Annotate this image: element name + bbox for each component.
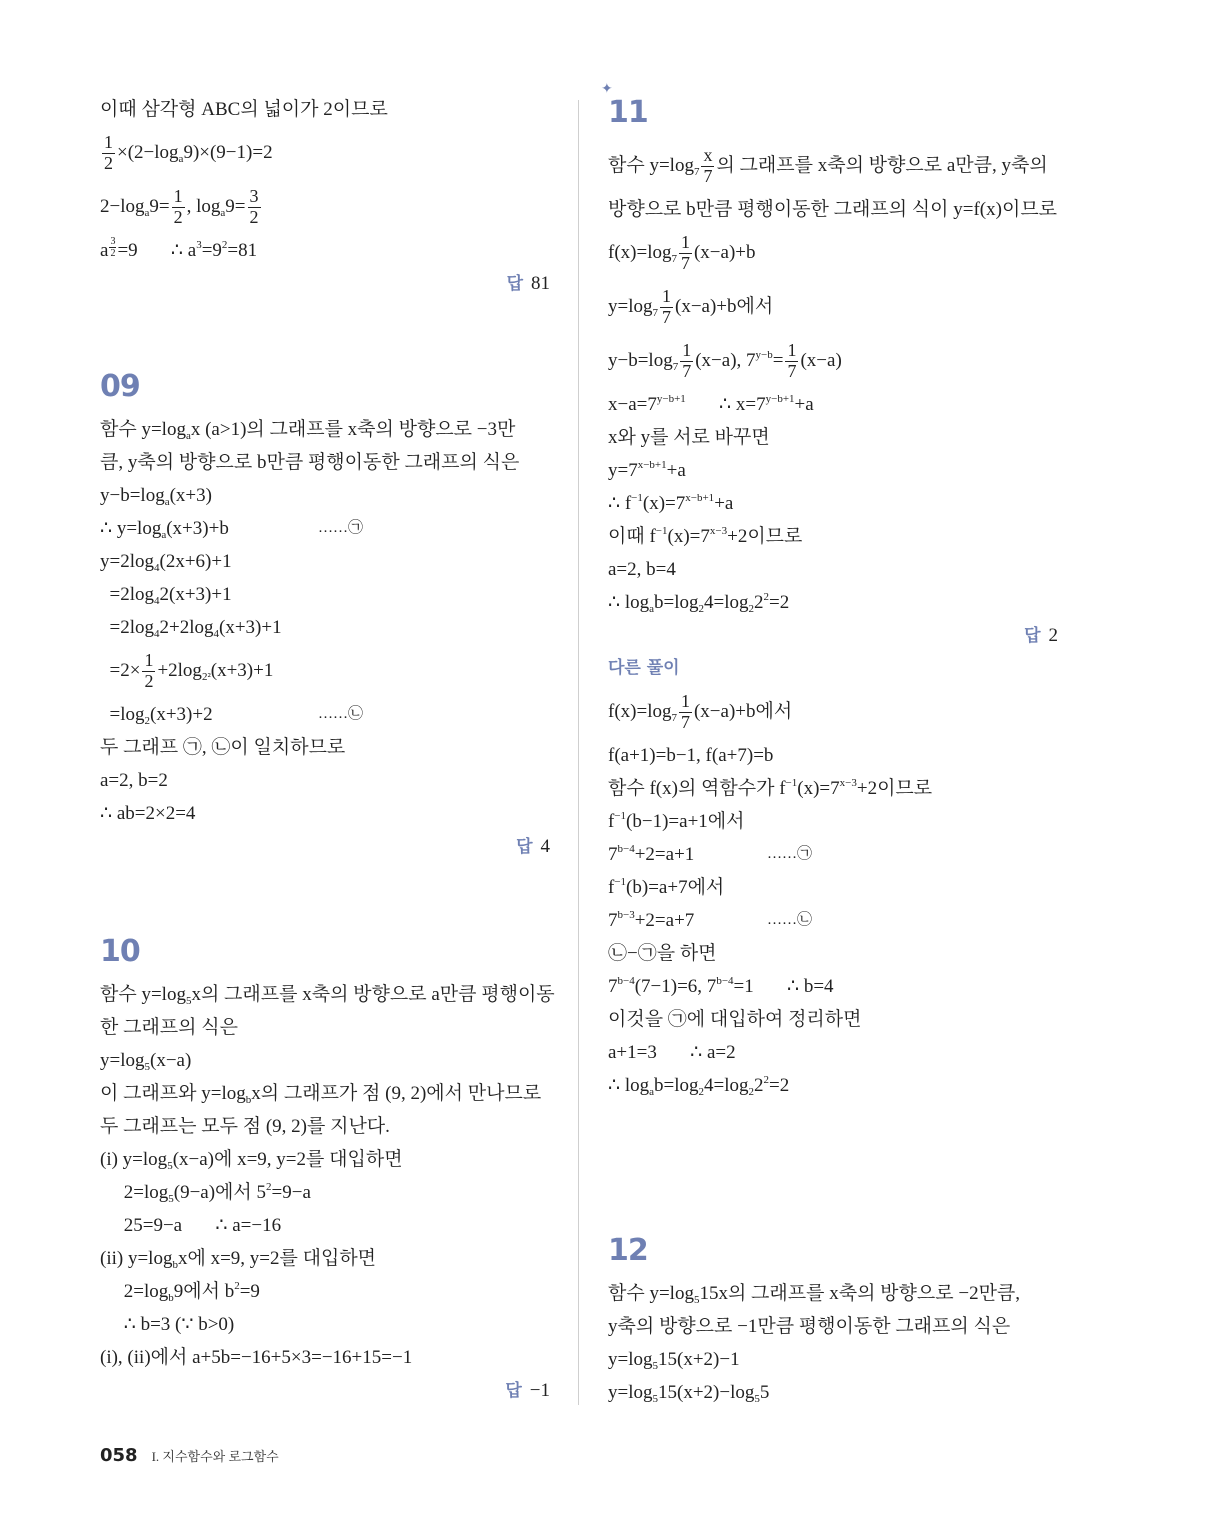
math-text: (x)=7 [667, 526, 710, 547]
subscript: 4 [154, 595, 160, 607]
solution-line [100, 1209, 560, 1242]
solution-line [608, 280, 1068, 334]
solution-line [100, 578, 560, 611]
math-text: x (a>1)의 그래프를 x축의 방향으로 −3만 [190, 419, 516, 440]
answer-value: 4 [540, 836, 550, 857]
chapter-title: I. 지수함수와 로그함수 [151, 1449, 279, 1464]
solution-line [608, 1343, 1068, 1376]
superscript: y−b [755, 349, 773, 361]
math-text: (x+3)+1 [219, 617, 282, 638]
solution-line [100, 446, 560, 479]
solution-line [608, 586, 1068, 619]
math-text: x의 그래프가 점 (9, 2)에서 만나므로 [251, 1083, 542, 1104]
math-text: f(a+1)=b−1, f(a+7)=b [608, 745, 774, 766]
superscript: x−3 [709, 525, 728, 537]
math-text: 9에서 b [173, 1281, 235, 1302]
fraction-denominator: 2 [104, 153, 113, 174]
math-text: (x−a) [800, 350, 842, 371]
subscript: 2 [698, 1086, 705, 1098]
math-text: 15x의 그래프를 x축의 방향으로 −2만큼, [699, 1283, 1021, 1304]
superscript: −1 [655, 525, 668, 537]
solution-line [100, 180, 560, 234]
subscript: a [144, 207, 150, 219]
subscript: 5 [652, 1360, 658, 1372]
superscript: 2 [234, 1280, 240, 1292]
subscript: 7 [652, 307, 658, 319]
subscript: 2 [748, 1086, 755, 1098]
solution-line [608, 1003, 1068, 1036]
math-text: 이 그래프와 y=log [100, 1083, 246, 1104]
fraction [785, 341, 798, 382]
fraction-denominator: 2 [110, 248, 116, 259]
subscript: a [164, 496, 170, 508]
math-text: =9 [239, 1281, 260, 1302]
subscript: a [220, 207, 226, 219]
math-text: +a [794, 394, 814, 415]
solution-line [100, 1308, 560, 1341]
math-text: x에 x=9, y=2를 대입하면 [177, 1248, 377, 1269]
equation-marker: ……㉠ [318, 520, 364, 536]
solution-line [100, 234, 560, 267]
fraction-denominator: 7 [680, 253, 690, 274]
math-text: ∴ f [608, 493, 632, 514]
math-text: 방향으로 b만큼 평행이동한 그래프의 식이 y=f(x)이므로 [608, 199, 1058, 220]
problem-12 [608, 1224, 1068, 1409]
solution-line [608, 139, 1068, 193]
solution-line [608, 454, 1068, 487]
math-text: 함수 y=log [608, 155, 694, 176]
fraction [172, 187, 185, 228]
math-text: ㉡−㉠을 하면 [608, 943, 717, 964]
subscript: 2 [698, 603, 705, 615]
math-text: ∴ y=log [100, 518, 162, 539]
math-text: 15(x+2)−log [658, 1382, 755, 1403]
subscript: b [168, 1292, 174, 1304]
math-text: (x−a), 7 [695, 350, 756, 371]
answer-line [100, 267, 550, 300]
problem-number: 11 [608, 95, 648, 130]
intro-solution [100, 93, 560, 300]
answer-label: 답 [1024, 626, 1041, 646]
math-text: (i), (ii)에서 a+5b=−16+5×3=−16+15=−1 [100, 1347, 413, 1368]
math-text: +2=a+7 [634, 910, 695, 931]
math-text: =9 ∴ a [117, 240, 197, 261]
solution-line [100, 1110, 560, 1143]
subscript: 4 [154, 562, 160, 574]
subscript: 2 [748, 603, 755, 615]
math-text: , log [186, 196, 221, 217]
solution-line [100, 126, 560, 180]
math-text: 7 [608, 976, 618, 997]
subscript: 2² [201, 671, 211, 683]
math-text: ∴ log [608, 592, 650, 613]
equation-marker: ……㉠ [767, 846, 813, 862]
math-text: b=log [654, 592, 699, 613]
solution-line [608, 772, 1068, 805]
math-text: (9−a)에서 5 [173, 1182, 267, 1203]
math-text: y=log [608, 296, 653, 317]
math-text: y=log [608, 1349, 653, 1370]
solution-line [608, 838, 1068, 871]
math-text: a [100, 240, 109, 261]
math-text: 이것을 ㉠에 대입하여 정리하면 [608, 1009, 862, 1030]
math-text: (x)=7 [642, 493, 686, 514]
superscript: b−4 [617, 975, 635, 987]
solution-line [100, 479, 560, 512]
solution-line [100, 1341, 560, 1374]
fraction-denominator: 7 [680, 712, 690, 733]
answer-label: 답 [506, 274, 523, 294]
superscript: b−3 [617, 909, 635, 921]
solution-line [100, 512, 560, 545]
math-text: 함수 y=log [100, 984, 186, 1005]
math-text: 5 [759, 1382, 770, 1403]
math-text: 의 그래프를 x축의 방향으로 a만큼, y축의 [716, 155, 1048, 176]
math-text: 함수 y=log [608, 1283, 694, 1304]
subscript: 4 [154, 628, 160, 640]
math-text: x와 y를 서로 바꾸면 [608, 427, 770, 448]
fraction [142, 651, 155, 692]
solution-line [100, 698, 560, 731]
fraction-numerator: 1 [680, 691, 690, 712]
superscript: 2 [763, 591, 770, 603]
math-text: f [608, 811, 615, 832]
solution-line [608, 1036, 1068, 1069]
superscript: −1 [614, 876, 627, 888]
math-text: ∴ x=7 [685, 394, 766, 415]
answer-line [608, 619, 1058, 652]
answer-label: 답 [516, 837, 533, 857]
solution-line [608, 739, 1068, 772]
superscript: b−4 [617, 843, 635, 855]
fraction-numerator: x [703, 145, 713, 166]
subscript: a [178, 153, 184, 165]
math-text: y=log [608, 1382, 653, 1403]
problem-09 [100, 360, 560, 863]
fraction-denominator: 7 [787, 361, 797, 382]
answer-value: 2 [1048, 625, 1058, 646]
superscript: 3 [196, 239, 202, 251]
solution-lines [100, 978, 560, 1374]
math-text: =2× [100, 660, 141, 681]
math-text: =2log [100, 617, 154, 638]
math-text: =2 [769, 592, 790, 613]
math-text: y−b=log [100, 485, 165, 506]
problem-number: 10 [100, 934, 140, 969]
problem-10 [100, 925, 560, 1407]
solution-line [608, 805, 1068, 838]
superscript: −1 [785, 777, 798, 789]
equation-marker: ……㉡ [767, 912, 813, 928]
superscript: 2 [266, 1181, 272, 1193]
solution-line [100, 764, 560, 797]
fraction-numerator: 3 [110, 236, 116, 247]
math-text: f(x)=log [608, 701, 672, 722]
solution-line [608, 421, 1068, 454]
solution-line [100, 413, 560, 446]
fraction-numerator: 1 [682, 340, 692, 361]
solution-line [100, 611, 560, 644]
solution-line [100, 978, 560, 1011]
math-text: 2−log [100, 196, 145, 217]
subscript: 5 [693, 1294, 700, 1306]
solution-line [100, 1176, 560, 1209]
answer-line [100, 1374, 550, 1407]
superscript: x−b+1 [637, 459, 667, 471]
math-text: y=2log [100, 551, 154, 572]
solution-line [100, 731, 560, 764]
subscript: 5 [144, 1061, 150, 1073]
fraction [102, 133, 115, 174]
subscript: a [161, 529, 167, 541]
alternative-solution-title: 다른 풀이 [608, 658, 680, 678]
fraction-numerator: 1 [680, 232, 690, 253]
superscript: −1 [631, 492, 643, 504]
fraction-numerator: 1 [787, 340, 797, 361]
math-text: 한 그래프의 식은 [100, 1017, 238, 1038]
math-text: 이때 삼각형 ABC의 넓이가 2이므로 [100, 99, 388, 120]
answer-line [100, 830, 550, 863]
fraction [701, 146, 714, 187]
solution-line [100, 797, 560, 830]
math-text: 두 그래프는 모두 점 (9, 2)를 지난다. [100, 1116, 390, 1137]
math-text: (ii) y=log [100, 1248, 173, 1269]
solution-line [608, 937, 1068, 970]
solution-line [608, 520, 1068, 553]
fraction-denominator: 7 [703, 166, 713, 187]
math-text: 큼, y축의 방향으로 b만큼 평행이동한 그래프의 식은 [100, 452, 520, 473]
math-text: +2log [157, 660, 202, 681]
math-text: x의 그래프를 x축의 방향으로 a만큼 평행이동 [191, 984, 555, 1005]
math-text: 2 [754, 1075, 764, 1096]
subscript: 7 [671, 712, 677, 724]
math-text: (b)=a+7에서 [626, 877, 725, 898]
superscript: y−b+1 [656, 393, 686, 405]
solution-line [608, 553, 1068, 586]
subscript: 5 [185, 995, 192, 1007]
fraction-denominator: 2 [144, 671, 154, 692]
solution-line [608, 871, 1068, 904]
solution-line [100, 1011, 560, 1044]
math-text: 2+2log [159, 617, 214, 638]
math-text: =81 [227, 240, 258, 261]
subscript: 7 [693, 166, 700, 178]
superscript: −1 [614, 810, 627, 822]
math-text: 4=log [704, 1075, 749, 1096]
problem-number: 09 [100, 369, 140, 404]
answer-value: 81 [531, 273, 550, 294]
math-text: ∴ ab=2×2=4 [100, 803, 196, 824]
math-text: 25=9−a ∴ a=−16 [100, 1215, 282, 1236]
math-text: f [608, 877, 615, 898]
math-text: 9)×(9−1)=2 [183, 142, 273, 163]
solution-line [100, 1242, 560, 1275]
solution-line [100, 1077, 560, 1110]
fraction-numerator: 3 [249, 186, 259, 207]
math-text: (x)=7 [797, 778, 840, 799]
math-text: 함수 y=log [100, 419, 186, 440]
math-text: (x−a)에 x=9, y=2를 대입하면 [172, 1149, 403, 1170]
math-text: =9 [201, 240, 222, 261]
subscript: 4 [213, 628, 219, 640]
math-text: 2(x+3)+1 [159, 584, 232, 605]
page-footer [100, 1444, 279, 1468]
subscript: 7 [671, 253, 677, 265]
solution-line [608, 487, 1068, 520]
math-text: (x−a)+b에서 [675, 296, 774, 317]
solution-lines [608, 139, 1068, 619]
math-text: 두 그래프 ㉠, ㉡이 일치하므로 [100, 737, 346, 758]
math-text: (x−a)+b에서 [693, 701, 793, 722]
math-text: b=log [654, 1075, 699, 1096]
math-text: (x+3)+1 [210, 660, 274, 681]
solution-line [608, 970, 1068, 1003]
solution-lines [608, 1277, 1068, 1409]
math-text: a=2, b=4 [608, 559, 676, 580]
fraction-denominator: 7 [682, 361, 692, 382]
math-text: 함수 f(x)의 역함수가 f [608, 778, 786, 799]
subscript: b [245, 1094, 252, 1106]
subscript: a [649, 1086, 655, 1098]
fraction-denominator: 2 [249, 207, 259, 228]
fraction-numerator: 1 [104, 132, 113, 153]
solution-lines [100, 93, 560, 267]
math-text: y=7 [608, 460, 638, 481]
solution-line [608, 1376, 1068, 1409]
subscript: 5 [652, 1393, 658, 1405]
solution-line [608, 904, 1068, 937]
math-text: (x+3) [169, 485, 212, 506]
math-text: (x+3)+2 [150, 704, 213, 725]
superscript: y−b+1 [765, 393, 795, 405]
solution-line [608, 1277, 1068, 1310]
math-text: (x−a)+b [693, 242, 756, 263]
solution-line [100, 1143, 560, 1176]
math-text: 이때 f [608, 526, 656, 547]
math-text: =log [100, 704, 145, 725]
math-text: a+1=3 ∴ a=2 [608, 1042, 736, 1063]
math-text: +a [714, 493, 734, 514]
fraction [680, 341, 693, 382]
problem-number: 12 [608, 1233, 648, 1268]
math-text: x−a=7 [608, 394, 657, 415]
alternative-solution-lines [608, 685, 1068, 1102]
math-text: 2=log [100, 1281, 169, 1302]
solution-lines [100, 413, 560, 830]
solution-line [100, 93, 560, 126]
fraction-numerator: 1 [144, 650, 154, 671]
problem-number-wrap [601, 81, 1068, 139]
superscript: 2 [221, 239, 228, 251]
subscript: a [649, 603, 655, 615]
math-text: (x−a) [150, 1050, 192, 1071]
answer-value: −1 [529, 1380, 550, 1401]
superscript: x−b+1 [685, 492, 715, 504]
page-number: 058 [100, 1445, 138, 1466]
subscript: 5 [168, 1193, 174, 1205]
subscript: b [172, 1259, 178, 1271]
math-text: =2log [100, 584, 154, 605]
fraction [679, 692, 692, 733]
math-text: (x+3)+b [166, 518, 229, 539]
solution-line [100, 644, 560, 698]
solution-line [608, 388, 1068, 421]
math-text: +2이므로 [856, 778, 933, 799]
subscript: 7 [672, 361, 679, 373]
math-text: +2=a+1 [634, 844, 695, 865]
math-text: (7−1)=6, 7 [634, 976, 717, 997]
math-text: (b−1)=a+1에서 [626, 811, 745, 832]
solution-line [608, 685, 1068, 739]
math-text: 7 [608, 844, 618, 865]
solution-line [608, 1069, 1068, 1102]
math-text: =1 ∴ b=4 [733, 976, 834, 997]
math-text: a=2, b=2 [100, 770, 168, 791]
problem-11 [601, 81, 1068, 1102]
math-text: =9−a [271, 1182, 311, 1203]
math-text: (2x+6)+1 [159, 551, 232, 572]
solution-line [100, 545, 560, 578]
math-text: ∴ log [608, 1075, 650, 1096]
subscript: a [185, 430, 191, 442]
math-text: ×(2−log [117, 142, 179, 163]
math-text: ∴ b=3 (∵ b>0) [100, 1314, 235, 1335]
math-text: 7 [608, 910, 618, 931]
solution-line [608, 226, 1068, 280]
subscript: 5 [167, 1160, 173, 1172]
fraction [660, 287, 673, 328]
superscript: 2 [763, 1074, 770, 1086]
solution-line [100, 1044, 560, 1077]
math-text: 15(x+2)−1 [658, 1349, 740, 1370]
math-text: +2이므로 [727, 526, 803, 547]
equation-marker: ……㉡ [318, 706, 364, 722]
fraction-denominator: 7 [662, 307, 671, 328]
answer-label: 답 [505, 1381, 522, 1401]
fraction [248, 187, 261, 228]
math-text: 4=log [704, 592, 749, 613]
solution-line [608, 193, 1068, 226]
math-text: y−b=log [608, 350, 673, 371]
solution-line [608, 1310, 1068, 1343]
math-text: f(x)=log [608, 242, 672, 263]
math-text: +a [666, 460, 686, 481]
superscript: b−4 [716, 975, 734, 987]
fraction-denominator: 2 [173, 207, 183, 228]
math-text: (i) y=log [100, 1149, 168, 1170]
solution-line [100, 1275, 560, 1308]
math-text: y=log [100, 1050, 145, 1071]
subscript: 5 [754, 1393, 760, 1405]
fraction [679, 233, 692, 274]
math-text: 2 [754, 592, 764, 613]
star-icon: ✦ [601, 81, 612, 97]
solution-line [608, 334, 1068, 388]
fraction [109, 236, 116, 259]
math-text: 2=log [100, 1182, 169, 1203]
superscript: x−3 [839, 777, 857, 789]
math-text: 9= [149, 196, 170, 217]
math-text: =2 [769, 1075, 790, 1096]
subscript: 2 [144, 715, 150, 727]
math-text: = [772, 350, 784, 371]
fraction-numerator: 1 [662, 286, 671, 307]
column-divider [578, 100, 579, 1405]
math-text: y축의 방향으로 −1만큼 평행이동한 그래프의 식은 [608, 1316, 1011, 1337]
math-text: 9= [225, 196, 246, 217]
fraction-numerator: 1 [173, 186, 183, 207]
